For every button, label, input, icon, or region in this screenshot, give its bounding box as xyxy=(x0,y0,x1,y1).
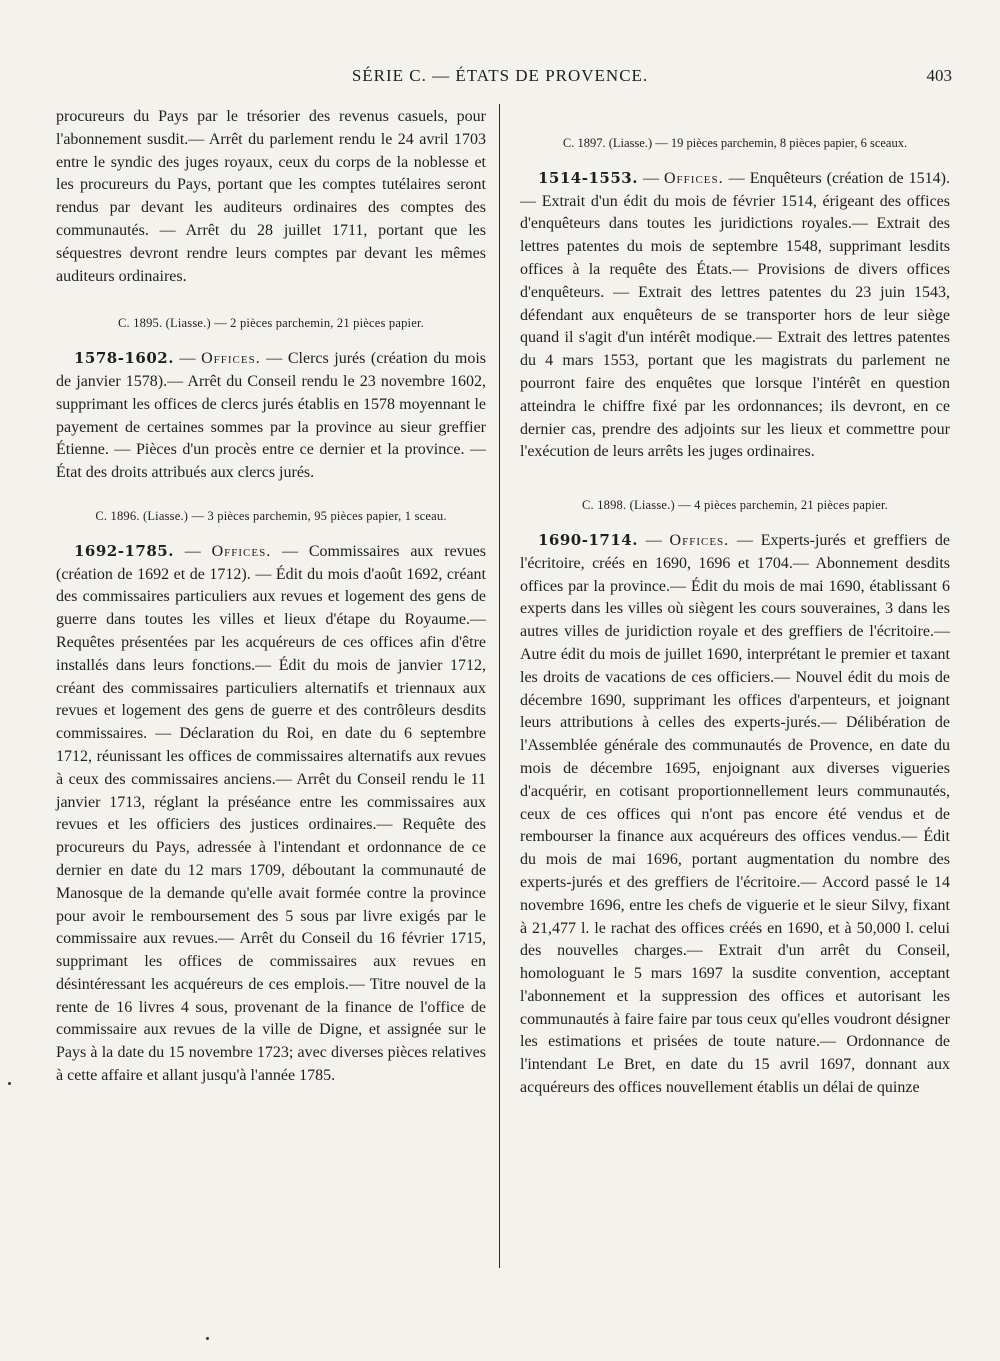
entry-dates: 1690-1714. xyxy=(538,530,638,549)
inventory-entry: 1514-1553. — Offices. — Enquêteurs (création de 1514). — Extrait d'un édit du mois de février 1514, érigeant des offices d'enquêteurs dans toutes les juridictions royales.— Extrait des lettres patentes du mois de septembre 1548, supprimant lesdits offices à la requête des États.— Provisions de divers offices d'enquêteurs. — Extrait des lettres patentes du 23 juin 1543, défendant aux enquêteurs de se transporter hors de leur siège quand il s'agit d'un intérêt modique.— Extrait des lettres patentes du 4 mars 1553, portant que les magistrats du parlement ne pourront faire des enquêtes que lorsque l'intérêt en question atteindra le chiffre fixé par les ordonnances; ils devront, en ce dernier cas, prendre des adjoints sur les lieux et commettre pour l'exécution de leurs arrêts les juges ordinaires. xyxy=(520,168,951,461)
entry-text: Experts-jurés et greffiers de l'écritoire, créés en 1690, 1696 et 1704.— Abonnement desdits offices par la province.— Édit du mois de mai 1690, établissant 6 experts dans les villes où siègent les cours souveraines, 3 dans les autres villes de juridiction royale et des greffiers de l'écritoire.— Autre édit du mois de juillet 1690, interprétant le premier et taxant les droits de vacations de ces officiers.— Nouvel édit du mois de décembre 1690, supprimant les offices d'arpenteurs, et joignant leurs attributions à celles des experts-jurés.— Délibération de l'Assemblée générale des communautés de Provence, en date du mois de décembre 1695, enjoignant aux diverses vigueries d'acquérir, en cotisant proportionnellement leurs communautés, ceux de ces offices qui n'ont pas encore été vendus et de rembourser la finance aux acquéreurs des offices vendus.— Édit du mois de mai 1696, portant augmentation du nombre des experts-jurés et des greffiers de l'écritoire.— Accord passé le 14 novembre 1696, entre les chefs de viguerie et le sieur Silvy, fixant à 21,477 l. le rachat des offices créés en 1690, et à 50,000 l. celui des nouvelles charges.— Extrait d'un arrêt du Conseil, homologuant le 5 mars 1697 la susdite convention, acceptant l'abonnement et la suppression des offices et autorisant les communautés à faire faire par tous ceux qu'elles voudront désigner les estimations et prisées de toute nature.— Ordonnance de l'intendant Le Bret, en date du 15 avril 1697, donnant aux acquéreurs des offices nouvellement établis un délai de quinze xyxy=(520,531,951,1097)
continued-paragraph: procureurs du Pays par le trésorier des revenus casuels, pour l'abonnement susdit.— Arrêt du parlement rendu le 24 avril 1703 entre le syndic des juges royaux, ceux du corps de la noblesse et les procureurs du Pays, portant que les comptes tutélaires seront rendus par devant les auditeurs ordinaires des comptes des communautés. — Arrêt du 28 juillet 1711, portant que les séquestres devront rendre leurs comptes par devant les mêmes auditeurs ordinaires. xyxy=(56,108,486,285)
entry-text: Clercs jurés (création du mois de janvier 1578).— Arrêt du Conseil rendu le 23 novembre 1602, supprimant les offices de clercs jurés établis en 1578 moyennant le payement de certaines sommes par la province au sieur greffier Étienne. — Pièces d'un procès entre ce dernier et la province. — État des droits attribués aux clercs jurés. xyxy=(56,350,487,482)
entry-category: Offices. xyxy=(211,542,272,560)
cote-line: C. 1898. (Liasse.) — 4 pièces parchemin, 21 pièces papier. xyxy=(582,498,888,513)
entry-dates: 1578-1602. xyxy=(74,349,174,368)
inventory-entry: 1692-1785. — Offices. — Commissaires aux revues (création de 1692 et de 1712). — Édit du mois d'août 1692, créant des commissaires particuliers aux revues et logement des gens de guerre dans toutes les villes et lieux d'étape du Royaume.— Requêtes présentées par les acquéreurs de ces offices afin d'être installés dans leurs fonctions.— Édit du mois de janvier 1712, créant des commissaires particuliers alternatifs et triennaux aux revues et logement des gens de guerre et des contrôleurs desdits commissaires. — Déclaration du Roi, en date du 6 septembre 1712, réunissant les offices de commissaires alternatifs aux revues à ceux des commissaires anciens.— Arrêt du Conseil rendu le 11 janvier 1713, réglant la préséance entre les commissaires aux revues et les officiers des justices ordinaires.— Requête des procureurs du Pays, adressée à l'intendant et ordonnance de ce dernier en date du 12 mars 1709, déboutant la communauté de Manosque de la demande qu'elle avait formée contre la province pour avoir le remboursement des 5 sous par livre exigés par le commissaire aux revues.— Arrêt du Conseil du 16 février 1715, supprimant les offices de commissaires aux revues en désintéressant les acquéreurs de ces emplois.— Titre nouvel de la rente de 16 livres 4 sous, provenant de la finance de l'office de commissaire aux revues de la ville de Digne, et assignée sur le Pays à la date du 15 novembre 1723; avec diverses pièces relatives à cette affaire et allant jusqu'à l'année 1785. xyxy=(56,541,486,1085)
entry-dates: 1514-1553. xyxy=(538,168,638,187)
page-header xyxy=(0,66,1000,96)
column-divider xyxy=(499,104,500,1268)
running-title: SÉRIE C. — ÉTATS DE PROVENCE. xyxy=(351,66,649,85)
cote-line: C. 1895. (Liasse.) — 2 pièces parchemin, 21 pièces papier. xyxy=(118,316,424,331)
entry-text: Commissaires aux revues (création de 1692 et de 1712). — Édit du mois d'août 1692, créant des commissaires particuliers aux revues et logement des gens de guerre dans toutes les villes et lieux d'étape du Royaume.— Requêtes présentées par les acquéreurs de ces offices afin d'être installés dans leurs fonctions.— Édit du mois de janvier 1712, créant des commissaires particuliers alternatifs et triennaux aux revues et logement des gens de guerre et des contrôleurs desdits commissaires. — Déclaration du Roi, en date du 6 septembre 1712, réunissant les offices de commissaires alternatifs aux revues à ceux des commissaires anciens.— Arrêt du Conseil rendu le 11 janvier 1713, réglant la préséance entre les commissaires aux revues et les officiers des justices ordinaires.— Requête des procureurs du Pays, adressée à l'intendant et ordonnance de ce dernier en date du 12 mars 1709, déboutant la communauté de Manosque de la demande qu'elle avait formée contre la province pour avoir le remboursement des 5 sous par livre exigés par le commissaire aux revues.— Arrêt du Conseil du 16 février 1715, supprimant les offices de commissaires aux revues en désintéressant les acquéreurs de ces emplois.— Titre nouvel de la rente de 16 livres 4 sous, provenant de la finance de l'office de commissaire aux revues de la ville de Digne, et assignée sur le Pays à la date du 15 novembre 1723; avec diverses pièces relatives à cette affaire et allant jusqu'à l'année 1785. xyxy=(56,542,486,1085)
ink-speck xyxy=(8,1082,11,1085)
inventory-entry: 1578-1602. — Offices. — Clercs jurés (création du mois de janvier 1578).— Arrêt du Conseil rendu le 23 novembre 1602, supprimant les offices de clercs jurés établis en 1578 moyennant le payement de certaines sommes par la province au sieur greffier Étienne. — Pièces d'un procès entre ce dernier et la province. — État des droits attribués aux clercs jurés. xyxy=(56,349,487,482)
right-column xyxy=(520,106,950,1100)
left-column xyxy=(56,106,486,1088)
inventory-entry: 1690-1714. — Offices. — Experts-jurés et greffiers de l'écritoire, créés en 1690, 1696 et 1704.— Abonnement desdits offices par la province.— Édit du mois de mai 1690, établissant 6 experts dans les villes où siègent les cours souveraines, 3 dans les autres villes de juridiction royale et des greffiers de l'écritoire.— Autre édit du mois de juillet 1690, interprétant le premier et taxant les droits de vacations de ces officiers.— Nouvel édit du mois de décembre 1690, supprimant les offices d'arpenteurs, et joignant leurs attributions à celles des experts-jurés.— Délibération de l'Assemblée générale des communautés de Provence, en date du mois de décembre 1695, enjoignant aux diverses vigueries d'acquérir, en cotisant proportionnellement leurs communautés, ceux de ces offices qui n'ont pas encore été vendus et de rembourser la finance aux acquéreurs des offices vendus.— Édit du mois de mai 1696, portant augmentation du nombre des experts-jurés et des greffiers de l'écritoire.— Accord passé le 14 novembre 1696, entre les chefs de viguerie et le sieur Silvy, fixant à 21,477 l. le rachat des offices créés en 1690, et à 50,000 l. celui des nouvelles charges.— Extrait d'un arrêt du Conseil, homologuant le 5 mars 1697 la susdite convention, acceptant l'abonnement et la suppression des offices et autorisant les communautés à faire faire par tous ceux qu'elles voudront désigner les estimations et prisées de toute nature.— Ordonnance de l'intendant Le Bret, en date du 15 avril 1697, donnant aux acquéreurs des offices nouvellement établis un délai de quinze xyxy=(520,530,951,1097)
entry-category: Offices. xyxy=(669,531,730,549)
entry-category: Offices. xyxy=(664,169,724,187)
entry-category: Offices. xyxy=(201,350,261,368)
entry-text: Enquêteurs (création de 1514). — Extrait d'un édit du mois de février 1514, érigeant des offices d'enquêteurs dans toutes les juridictions royales.— Extrait des lettres patentes du mois de septembre 1548, supprimant lesdits offices à la requête des États.— Provisions de divers offices d'enquêteurs. — Extrait des lettres patentes du 23 juin 1543, défendant aux enquêteurs de se transporter hors de leur siège quand il s'agit d'un intérêt modique.— Extrait des lettres patentes du 4 mars 1553, portant que les magistrats du parlement ne pourront faire des enquêtes que lorsque l'intérêt en question atteindra le chiffre fixé par les ordonnances; ils devront, en ce dernier cas, prendre des adjoints sur les lieux et commettre pour l'exécution de leurs arrêts les juges ordinaires. xyxy=(520,169,951,461)
page-number: 403 xyxy=(926,66,952,85)
entry-dates: 1692-1785. xyxy=(74,541,174,560)
cote-line: C. 1896. (Liasse.) — 3 pièces parchemin, 95 pièces papier, 1 sceau. xyxy=(95,508,447,523)
ink-speck xyxy=(206,1337,209,1340)
cote-line: C. 1897. (Liasse.) — 19 pièces parchemin, 8 pièces papier, 6 sceaux. xyxy=(562,136,908,150)
